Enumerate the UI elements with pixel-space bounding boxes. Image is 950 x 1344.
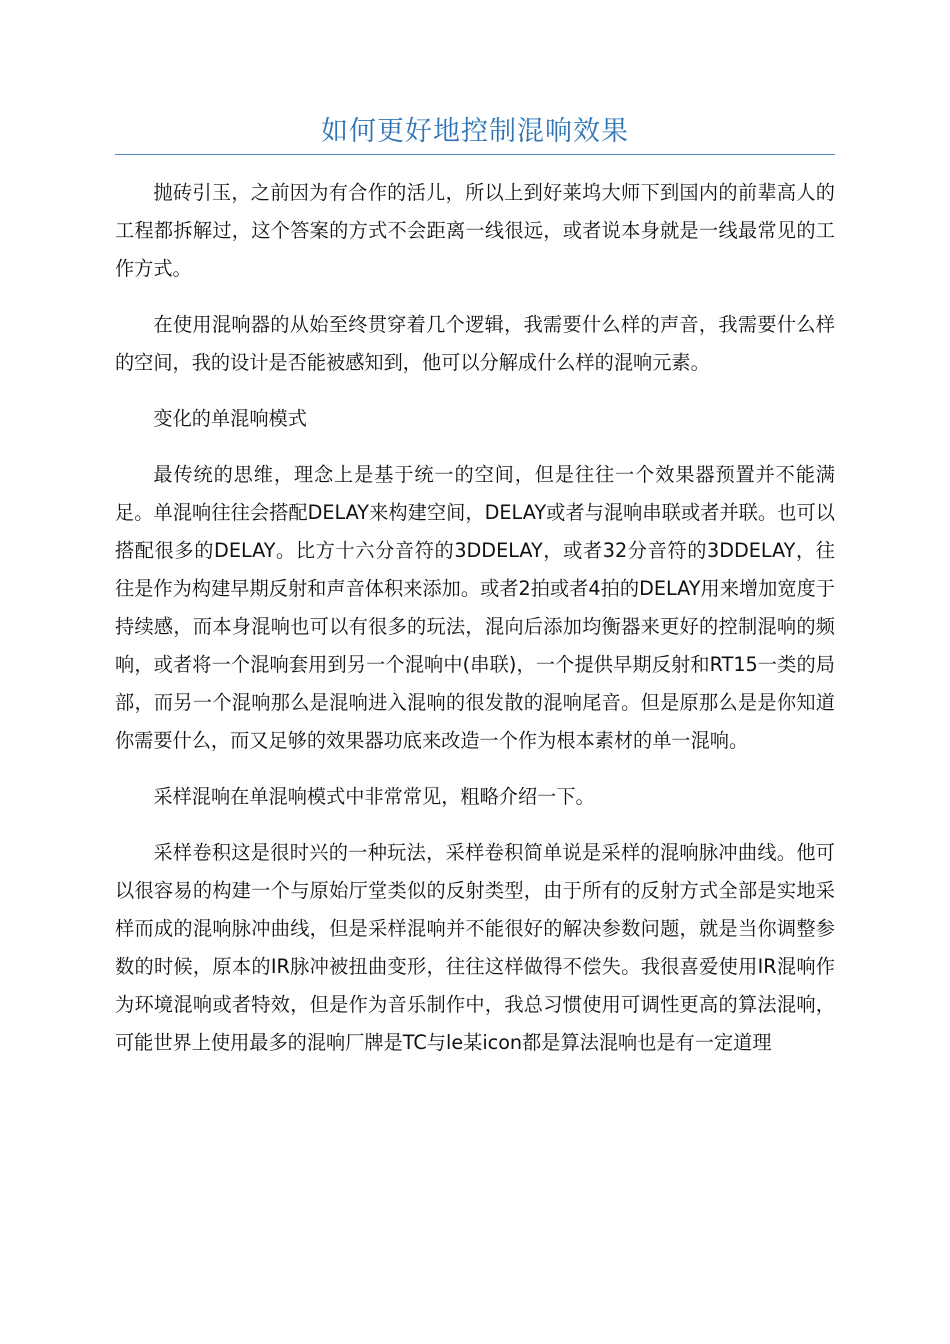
title-underline [115, 154, 835, 155]
paragraph-sampling-reverb-intro: 采样混响在单混响模式中非常常见，粗略介绍一下。 [153, 785, 595, 808]
paragraph-traditional-thinking: 最传统的思维，理念上是基于统一的空间，但是往往一个效果器预置并不能满足。单混响往往会搭配DELAY来构建空间，DELAY或者与混响串联或者并联。也可以搭配很多的DELAY。比方十六分音符的3DDELAY，或者32分音符的3DDELAY，往往是作为构建早期反射和声音体积来添加。或者2拍或者4拍的DELAY用来增加宽度于持续感，而本身混响也可以有很多的玩法，混向后添加均衡器来更好的控制混响的频响，或者将一个混响套用到另一个混响中(串联)，一个提供早期反射和RT15一类的局部，而另一个混响那么是混响进入混响的很发散的混响尾音。但是原那么是是你知道你需要什么，而又足够的效果器功底来改造一个作为根本素材的单一混响。 [115, 463, 835, 752]
paragraph-intro: 抛砖引玉，之前因为有合作的活儿，所以上到好莱坞大师下到国内的前辈高人的工程都拆解过，这个答案的方式不会距离一线很远，或者说本身就是一线最常见的工作方式。 [115, 181, 835, 280]
document-title: 如何更好地控制混响效果 [321, 116, 629, 147]
paragraph-logic: 在使用混响器的从始至终贯穿着几个逻辑，我需要什么样的声音，我需要什么样的空间，我的设计是否能被感知到，他可以分解成什么样的混响元素。 [115, 313, 835, 374]
paragraph-convolution: 采样卷积这是很时兴的一种玩法，采样卷积简单说是采样的混响脉冲曲线。他可以很容易的构建一个与原始厅堂类似的反射类型，由于所有的反射方式全部是实地采样而成的混响脉冲曲线，但是采样混响并不能很好的解决参数问题，就是当你调整参数的时候，原本的IR脉冲被扭曲变形，往往这样做得不偿失。我很喜爱使用IR混响作为环境混响或者特效，但是作为音乐制作中，我总习惯使用可调性更高的算法混响，可能世界上使用最多的混响厂牌是TC与le某icon都是算法混响也是有一定道理 [115, 841, 835, 1054]
document-body [115, 174, 835, 1062]
section-heading-single-reverb: 变化的单混响模式 [153, 407, 307, 430]
